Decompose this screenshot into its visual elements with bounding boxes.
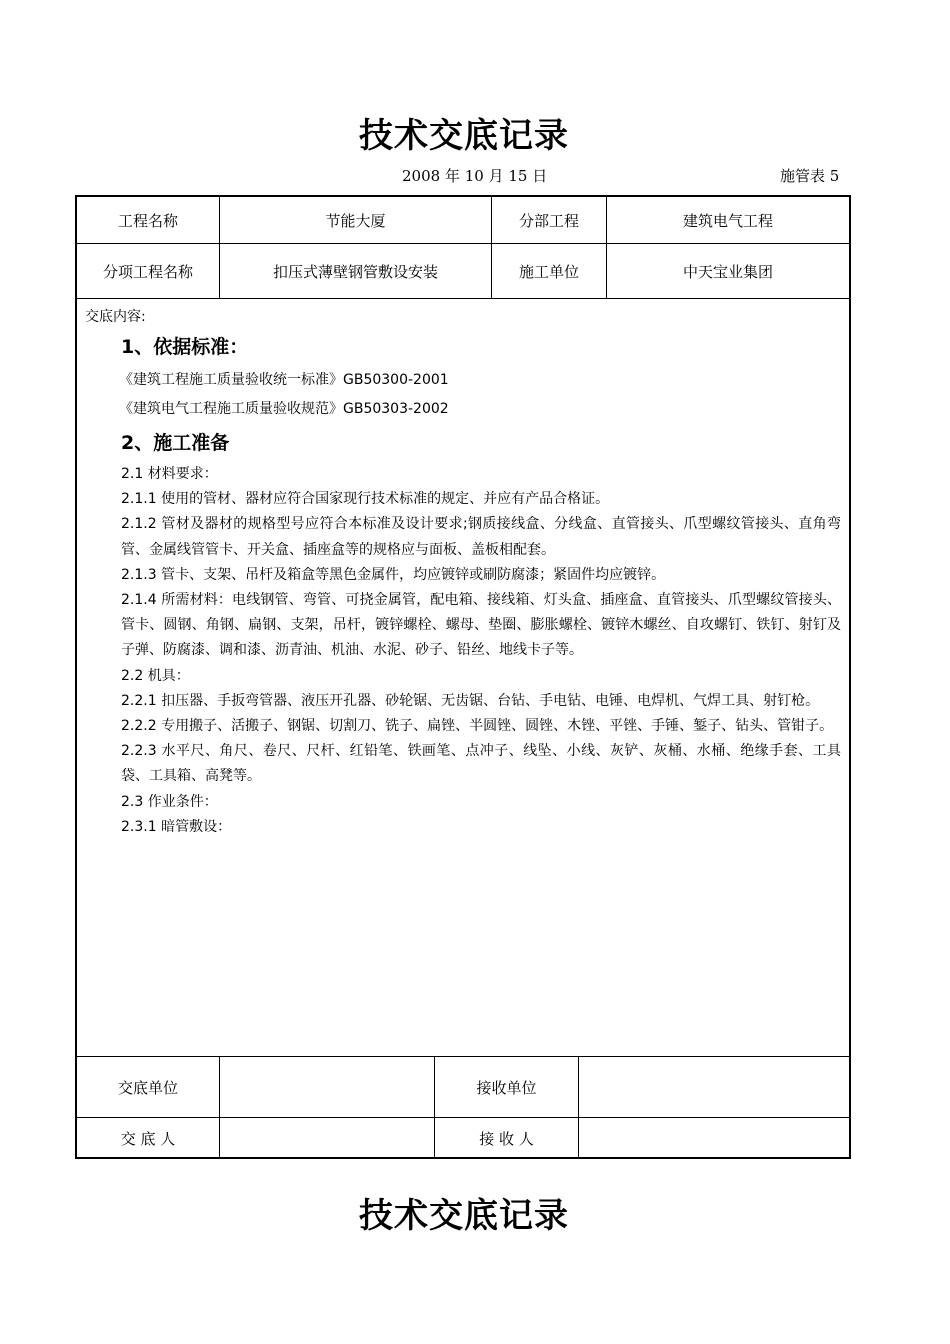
receiver-label: 接 收 人 xyxy=(479,1129,534,1148)
document-title: 技术交底记录 xyxy=(359,116,569,156)
project-name-label: 工程名称 xyxy=(117,211,178,230)
paragraph: 2.1.4 所需材料：电线钢管、弯管、可挠金属管，配电箱、接线箱、灯头盒、插座盒、直管接头、爪型螺纹管接头、管卡、圆钢、角钢、扁钢、支架，吊杆，镀锌螺栓、螺母、垫圈、膨胀螺栓、镀锌木螺丝、自攻螺钉、铁钉、射钉及子弹、防腐漆、调和漆、沥青油、机油、水泥、砂子、铅丝、地线卡子等。 xyxy=(121,592,841,659)
briefing-unit-value[interactable] xyxy=(220,1057,434,1117)
paragraph: 2.2.3 水平尺、角尺、卷尺、尺杆、红铅笔、铁画笔、点冲子、线坠、小线、灰铲、灰桶、水桶、绝缘手套、工具袋、工具箱、高凳等。 xyxy=(121,743,841,785)
project-name-value: 节能大厦 xyxy=(325,211,386,230)
receiving-unit-label: 接收单位 xyxy=(476,1078,537,1097)
standard-ref: 《建筑工程施工质量验收统一标准》GB50300-2001 xyxy=(119,372,449,388)
division-label: 分部工程 xyxy=(518,211,579,230)
standard-ref: 《建筑电气工程施工质量验收规范》GB50303-2002 xyxy=(119,401,449,417)
section-heading-preparation: 2、施工准备 xyxy=(121,432,230,454)
content-label: 交底内容: xyxy=(85,309,146,325)
section-heading-standards: 1、依据标准： xyxy=(121,336,249,358)
paragraph: 2.2 机具： xyxy=(121,667,190,684)
contractor-label: 施工单位 xyxy=(518,262,579,281)
receiver-value[interactable] xyxy=(579,1118,849,1158)
subitem-label: 分项工程名称 xyxy=(102,262,193,281)
briefer-label: 交 底 人 xyxy=(120,1129,176,1148)
document-title-next-page: 技术交底记录 xyxy=(359,1196,569,1236)
paragraph: 2.1.2 管材及器材的规格型号应符合本标准及设计要求;钢质接线盒、分线盒、直管接头、爪型螺纹管接头、直角弯管、金属线管管卡、开关盒、插座盒等的规格应与面板、盖板相配套。 xyxy=(121,516,841,558)
division-value: 建筑电气工程 xyxy=(682,211,773,230)
subitem-value: 扣压式薄壁钢管敷设安装 xyxy=(272,262,438,281)
briefing-content xyxy=(85,306,845,840)
paragraph: 2.3.1 暗管敷设： xyxy=(121,818,232,835)
paragraph: 2.2.1 扣压器、手扳弯管器、液压开孔器、砂轮锯、无齿锯、台钻、手电钻、电锤、电焊机、气焊工具、射钉枪。 xyxy=(121,692,820,709)
briefing-unit-label: 交底单位 xyxy=(117,1078,178,1097)
paragraph: 2.1.3 管卡、支架、吊杆及箱盒等黑色金属件，均应镀锌或刷防腐漆；紧固件均应镀锌。 xyxy=(121,566,666,583)
briefer-value[interactable] xyxy=(220,1118,434,1158)
form-number: 施管表 5 xyxy=(780,167,840,185)
paragraph: 2.1 材料要求： xyxy=(121,466,218,482)
paragraph: 2.3 作业条件： xyxy=(121,793,218,810)
divider-row2 xyxy=(75,298,851,299)
paragraph: 2.1.1 使用的管材、器材应符合国家现行技术标准的规定、并应有产品合格证。 xyxy=(121,491,610,508)
receiving-unit-value[interactable] xyxy=(579,1057,849,1117)
paragraph: 2.2.2 专用搬子、活搬子、钢锯、切割刀、铣子、扁锉、半圆锉、圆锉、木锉、平锉、手锤、錾子、钻头、管钳子。 xyxy=(121,718,834,735)
contractor-value: 中天宝业集团 xyxy=(682,262,773,281)
record-date: 2008 年 10 月 15 日 xyxy=(402,167,548,185)
